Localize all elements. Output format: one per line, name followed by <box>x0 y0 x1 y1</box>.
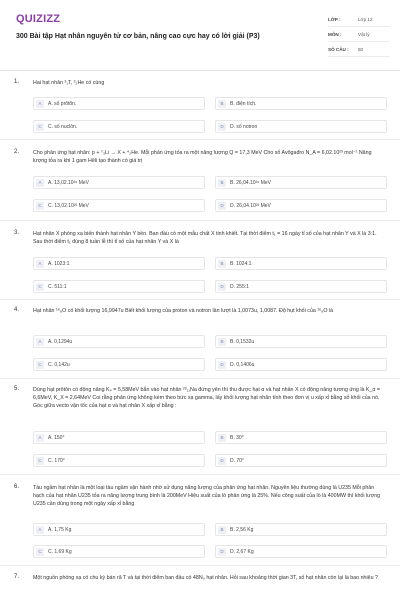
option-text: D. 26,04.10²³ MeV <box>230 203 271 209</box>
option-text: A. 150° <box>48 435 65 441</box>
option-letter: B <box>218 260 226 268</box>
question-text: Một nguồn phóng xạ có chu kỳ bán rã T và tại thời điểm ban đầu có 48N₀ hạt nhân. Hỏi sau khoảng thời gian 3T, số hạt nhân còn lại là bao nhiêu ? <box>33 575 378 581</box>
divider <box>0 299 400 300</box>
option-letter: C <box>36 202 44 210</box>
option-text: A. 1,75 Kg <box>48 527 72 533</box>
question-number: 6. <box>14 484 20 490</box>
option-text: D. 0,1406u <box>230 362 255 368</box>
option-text: B. 26,04.10²⁶ MeV <box>230 180 271 186</box>
option-letter: D <box>218 202 226 210</box>
option-b[interactable] <box>215 523 387 536</box>
option-c[interactable] <box>33 120 205 133</box>
option-letter: B <box>218 100 226 108</box>
question-number: 4. <box>14 307 20 313</box>
meta-key: SỐ CÂU : <box>328 46 349 52</box>
option-text: D. 2,67 Kg <box>230 549 254 555</box>
option-d[interactable] <box>215 454 387 467</box>
option-text: C. 511:1 <box>48 284 67 290</box>
option-text: C. 13,02.10²³ MeV <box>48 203 89 209</box>
option-letter: D <box>218 123 226 131</box>
option-letter: C <box>36 361 44 369</box>
quizizz-logo: QUIZIZZ <box>16 13 61 25</box>
option-text: A. 0,1294u <box>48 339 73 345</box>
option-a[interactable] <box>33 335 205 348</box>
option-letter: C <box>36 548 44 556</box>
question-text: Hai hạt nhân ³₁T, ³₂He có cùng <box>33 80 105 86</box>
option-b[interactable] <box>215 97 387 110</box>
divider <box>0 220 400 221</box>
option-d[interactable] <box>215 545 387 558</box>
meta-key: LỚP : <box>328 16 341 22</box>
option-letter: B <box>218 179 226 187</box>
option-d[interactable] <box>215 120 387 133</box>
option-b[interactable] <box>215 335 387 348</box>
question-number: 3. <box>14 230 20 236</box>
divider <box>0 378 400 379</box>
meta-value: 50 <box>358 46 364 52</box>
option-a[interactable] <box>33 257 205 270</box>
option-b[interactable] <box>215 257 387 270</box>
divider <box>0 139 400 140</box>
option-a[interactable] <box>33 431 205 444</box>
question-number: 7. <box>14 574 20 580</box>
question-number: 2. <box>14 149 20 155</box>
option-text: B. 30° <box>230 435 244 441</box>
option-letter: A <box>36 434 44 442</box>
option-a[interactable] <box>33 97 205 110</box>
option-text: B. 1024:1 <box>230 261 252 267</box>
question-text: Dùng hạt prôtôn có động năng Kₚ = 5,58MeV bắn vào hạt nhân ²³₁₁Na đứng yên thì thu được hạt α và hạt nhân X có động năng tương ứng là K_α = 6,6MeV, K_X = 2,64MeV Coi rằng phản ứng không kèm theo bức xạ gamma, lấy khối lượng hạt nhân tính theo đơn vị u xấp xỉ bằng số khối của nó. Góc giữa vecto vận tốc của hạt α và hạt nhân X xấp xỉ bằng : <box>33 387 381 409</box>
option-letter: D <box>218 548 226 556</box>
option-letter: A <box>36 526 44 534</box>
option-letter: A <box>36 179 44 187</box>
option-text: A. 1023:1 <box>48 261 70 267</box>
worksheet-title: 300 Bài tập Hạt nhân nguyên tử cơ bản, nâng cao cực hay có lời giải (P3) <box>16 33 260 40</box>
option-d[interactable] <box>215 280 387 293</box>
option-b[interactable] <box>215 176 387 189</box>
option-letter: D <box>218 361 226 369</box>
option-a[interactable] <box>33 523 205 536</box>
worksheet-meta <box>328 12 390 57</box>
option-text: A. 13,02.10²⁶ MeV <box>48 180 89 186</box>
question-number: 1. <box>14 79 20 85</box>
option-letter: C <box>36 123 44 131</box>
divider <box>0 474 400 475</box>
option-letter: C <box>36 283 44 291</box>
option-letter: B <box>218 338 226 346</box>
question-text: Hạt nhân X phóng xạ biến thành hạt nhân Y bền. Ban đầu có một mẫu chất X tinh khiết. Tại thời điểm t₁ = 16 ngày tỉ số của hạt nhân Y và X là 3:1. Sau thời điểm t₁ đúng 8 tuần lễ thì tỉ số của hạt nhân Y và X là <box>33 231 377 245</box>
question-number: 5. <box>14 386 20 392</box>
option-text: B. 2,56 Kg <box>230 527 254 533</box>
option-text: C. 170° <box>48 458 65 464</box>
option-c[interactable] <box>33 280 205 293</box>
divider <box>0 565 400 566</box>
option-c[interactable] <box>33 358 205 371</box>
meta-value: Vật lý <box>358 31 370 37</box>
option-letter: A <box>36 260 44 268</box>
question-text: Hạt nhân ¹⁶₈O có khối lượng 16,9947u Biết khối lượng của proton và notron lần lượt là 1,0073u, 1,0087. Độ hụt khối của ¹⁶₈O là <box>33 308 334 314</box>
option-text: A. số prôtôn. <box>48 101 77 107</box>
meta-row-count <box>328 42 390 57</box>
option-text: B. điện tích. <box>230 101 257 107</box>
option-text: D. 255:1 <box>230 284 249 290</box>
option-text: D. số notron <box>230 124 258 130</box>
option-letter: A <box>36 338 44 346</box>
option-b[interactable] <box>215 431 387 444</box>
meta-row-subject <box>328 27 390 42</box>
option-letter: C <box>36 457 44 465</box>
option-text: B. 0,1532u <box>230 339 255 345</box>
option-text: D. 70° <box>230 458 244 464</box>
option-c[interactable] <box>33 199 205 212</box>
option-d[interactable] <box>215 358 387 371</box>
question-text: Tàu ngầm hạt nhân là một loại tàu ngầm vận hành nhờ sử dụng năng lượng của phản ứng hạt nhân. Nguyên liệu thường dùng là U235 Mỗi phân hạch của hạt nhân U235 tỏa ra năng lượng trung bình là 200MeV Hiệu suất của lò phản ứng là 25%. Nếu công suất của lò là 400MW thì khối lượng U235 cần dùng trong một ngày xấp xỉ bằng <box>33 485 381 507</box>
option-c[interactable] <box>33 454 205 467</box>
option-text: C. 1,69 Kg <box>48 549 72 555</box>
option-letter: A <box>36 100 44 108</box>
option-letter: B <box>218 526 226 534</box>
option-text: C. 0,142u <box>48 362 70 368</box>
option-c[interactable] <box>33 545 205 558</box>
option-text: C. số nuclôn. <box>48 124 78 130</box>
worksheet-header <box>0 0 400 71</box>
option-d[interactable] <box>215 199 387 212</box>
meta-row-class <box>328 12 390 27</box>
option-letter: D <box>218 457 226 465</box>
option-letter: D <box>218 283 226 291</box>
option-letter: B <box>218 434 226 442</box>
meta-value: Lớp 12 <box>358 16 373 22</box>
question-text: Cho phản ứng hạt nhân: p + ⁷₃Li → X + ⁴₂He. Mỗi phản ứng tỏa ra một năng lượng Q = 17,3 MeV Cho số Avôgađro N_A = 6,02.10²³ mol⁻¹ Năng lượng tỏa ra khi 1 gam Hêli tạo thành có giá trị <box>33 150 372 164</box>
meta-key: MÔN : <box>328 31 342 37</box>
option-a[interactable] <box>33 176 205 189</box>
